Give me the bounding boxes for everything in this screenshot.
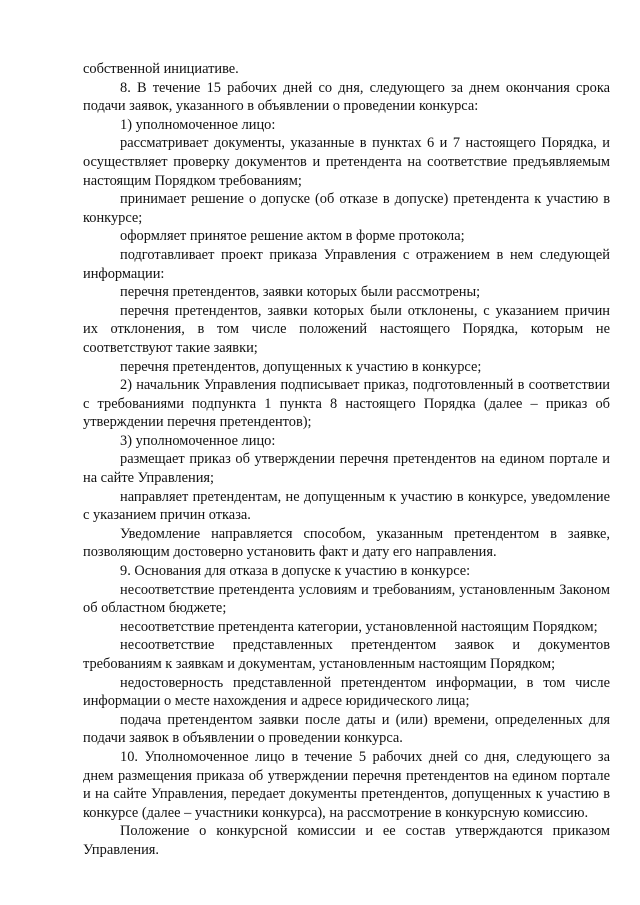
paragraph: принимает решение о допуске (об отказе в допуске) претендента к участию в конкурсе; bbox=[83, 191, 610, 226]
paragraph: несоответствие претендента категории, установленной настоящим Порядком; bbox=[120, 618, 598, 635]
paragraph: перечня претендентов, заявки которых были отклонены, с указанием причин их отклонения, в том числе положений настоящего Порядка, которым не соответствуют такие заявки; bbox=[83, 302, 610, 356]
paragraph: 1) уполномоченное лицо: bbox=[120, 116, 276, 133]
paragraph: 3) уполномоченное лицо: bbox=[120, 432, 276, 449]
paragraph: несоответствие претендента условиям и требованиям, установленным Законом об областном бюджете; bbox=[83, 581, 610, 617]
paragraph: 8. В течение 15 рабочих дней со дня, следующего за днем окончания срока подачи заявок, указанного в объявлении о проведении конкурса: bbox=[83, 79, 610, 115]
paragraph: подача претендентом заявки после даты и (или) времени, определенных для подачи заявок в объявлении о проведении конкурса. bbox=[83, 711, 610, 747]
paragraph: оформляет принятое решение актом в форме протокола; bbox=[120, 228, 465, 245]
paragraph: перечня претендентов, допущенных к участию в конкурсе; bbox=[120, 358, 482, 375]
paragraph: 2) начальник Управления подписывает приказ, подготовленный в соответствии с требованиями подпункта 1 пункта 8 настоящего Порядка (далее – приказ об утверждении перечня претендентов); bbox=[83, 377, 610, 431]
paragraph: Положение о конкурсной комиссии и ее состав утверждаются приказом Управления. bbox=[83, 823, 610, 858]
paragraph: недостоверность представленной претендентом информации, в том числе информации о месте нахождения и адресе юридического лица; bbox=[83, 674, 610, 710]
paragraph: несоответствие представленных претендентом заявок и документов требованиям к заявкам и документам, установленным настоящим Порядком; bbox=[83, 637, 610, 672]
paragraph: Уведомление направляется способом, указанным претендентом в заявке, позволяющим достоверно установить факт и дату его направления. bbox=[83, 525, 610, 561]
paragraph: 9. Основания для отказа в допуске к участию в конкурсе: bbox=[120, 563, 471, 580]
paragraph: подготавливает проект приказа Управления с отражением в нем следующей информации: bbox=[83, 246, 610, 282]
document-body bbox=[83, 60, 610, 860]
paragraph: 10. Уполномоченное лицо в течение 5 рабочих дней со дня, следующего за днем размещения приказа об утверждении перечня претендентов на едином портале и на сайте Управления, передает документы претендентов, допущенных к участию в конкурсе (далее – участники конкурса), на рассмотрение в конкурсную комиссию. bbox=[83, 748, 610, 821]
paragraph: размещает приказ об утверждении перечня претендентов на едином портале и на сайте Управления; bbox=[83, 451, 610, 487]
paragraph: направляет претендентам, не допущенным к участию в конкурсе, уведомление с указанием причин отказа. bbox=[83, 488, 610, 524]
paragraph: рассматривает документы, указанные в пунктах 6 и 7 настоящего Порядка, и осуществляет проверку документов и претендента на соответствие предъявляемым настоящим Порядком требованиям; bbox=[83, 135, 610, 189]
paragraph: собственной инициативе. bbox=[83, 61, 239, 77]
paragraph: перечня претендентов, заявки которых были рассмотрены; bbox=[120, 284, 481, 301]
